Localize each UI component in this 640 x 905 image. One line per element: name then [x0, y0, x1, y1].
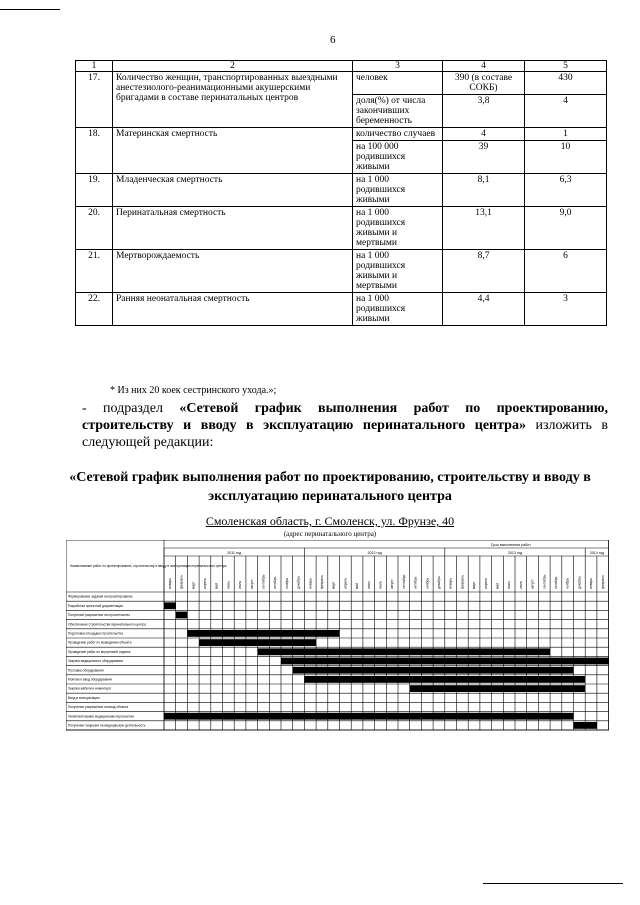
- gantt-month-label: июнь: [507, 580, 512, 589]
- gantt-month-label: февраль: [600, 575, 605, 589]
- table-header-cell: 4: [443, 61, 525, 72]
- gantt-task-label: Укомплектование медицинским персоналом: [68, 714, 134, 719]
- gantt-month-label: июль: [378, 580, 383, 589]
- gantt-task-label: Получение лицензии на медицинскую деятельность: [68, 723, 146, 728]
- gantt-year-label: 2012 год: [367, 551, 382, 555]
- value-current: 390 (в составе СОКБ): [443, 72, 525, 95]
- row-number: 17.: [76, 72, 113, 128]
- table-row: [76, 174, 607, 207]
- gantt-task-label: Поставка оборудования: [68, 668, 104, 673]
- gantt-month-label: октябрь: [413, 576, 418, 589]
- gantt-month-label: апрель: [343, 577, 348, 589]
- gantt-bar: [294, 713, 304, 720]
- gantt-bar: [177, 713, 187, 720]
- table-header-cell: 5: [525, 61, 607, 72]
- gantt-task-label: Формирование задания на проектирование: [68, 594, 133, 599]
- indicator-name: Ранняя неонатальная смертность: [113, 293, 353, 326]
- gantt-month-label: январь: [308, 577, 313, 589]
- gantt-month-label: май: [214, 582, 219, 589]
- gantt-bar: [410, 685, 586, 692]
- gantt-month-label: март: [191, 581, 196, 589]
- gantt-bar: [458, 713, 468, 720]
- center-address: Смоленская область, г. Смоленск, ул. Фрунзе, 40: [205, 514, 455, 528]
- address-caption: (адрес перинатального центра): [283, 530, 377, 538]
- gantt-task-label: Монтаж и ввод оборудования: [68, 677, 112, 682]
- gantt-year-label: 2013 год: [507, 551, 523, 555]
- value-target: 430: [525, 72, 607, 95]
- table-header-cell: 2: [113, 61, 353, 72]
- bottom-rule: [483, 883, 623, 884]
- gantt-bar: [270, 713, 280, 720]
- page-number: 6: [330, 34, 336, 46]
- gantt-month-label: март: [331, 581, 336, 589]
- unit-cell: доля(%) от числа закончивших беременность: [353, 95, 443, 128]
- gantt-task-label: Ввод в эксплуатацию: [68, 695, 100, 700]
- gantt-task-label: Разработка проектной документации: [68, 603, 123, 608]
- unit-cell: на 1 000 родившихся живыми и мертвыми: [353, 207, 443, 250]
- indicator-name: Мертворождаемость: [113, 250, 353, 293]
- gantt-bar: [199, 639, 316, 646]
- gantt-month-label: январь: [589, 577, 594, 589]
- gantt-bar: [551, 713, 561, 720]
- gantt-month-label: май: [355, 582, 360, 589]
- gantt-month-label: октябрь: [553, 576, 558, 589]
- value-target: 9,0: [525, 207, 607, 250]
- gantt-month-label: май: [495, 582, 500, 589]
- table-header-cell: 1: [76, 61, 113, 72]
- indicator-name: Младенческая смертность: [113, 174, 353, 207]
- gantt-month-label: январь: [448, 577, 453, 589]
- amendment-paragraph: [82, 400, 608, 451]
- value-target: 4: [525, 95, 607, 128]
- gantt-task-label: Получение разрешения на ввод объекта: [68, 705, 129, 710]
- gantt-task-header: Наименование работ по проектированию, строительству и вводу в эксплуатацию перинатального центра: [70, 564, 227, 568]
- gantt-period-header: Срок выполнения работ: [490, 543, 531, 547]
- gantt-bar: [258, 648, 550, 655]
- gantt-task-label: Получение разрешения на строительство: [68, 613, 130, 618]
- gantt-year-label: 2011 год: [227, 551, 242, 555]
- gantt-month-label: февраль: [179, 575, 184, 589]
- value-current: 13,1: [443, 207, 525, 250]
- gantt-bar: [164, 602, 176, 609]
- gantt-bar: [574, 722, 597, 729]
- gantt-month-label: ноябрь: [565, 577, 570, 589]
- value-target: 6: [525, 250, 607, 293]
- table-row: [76, 250, 607, 293]
- table-row: [76, 207, 607, 250]
- gantt-bar: [176, 612, 188, 619]
- gantt-bar: [364, 713, 374, 720]
- gantt-bar: [187, 630, 339, 637]
- gantt-bar: [481, 713, 491, 720]
- table-row: [76, 128, 607, 141]
- gantt-month-label: февраль: [319, 575, 324, 589]
- row-number: 18.: [76, 128, 113, 174]
- gantt-month-label: январь: [167, 577, 172, 589]
- gantt-bar: [304, 676, 585, 683]
- gantt-task-label: Закупка медицинского оборудования: [68, 659, 123, 664]
- gantt-bar: [434, 713, 444, 720]
- gantt-month-label: сентябрь: [261, 574, 266, 589]
- indicator-name: Перинатальная смертность: [113, 207, 353, 250]
- gantt-bar: [293, 667, 574, 674]
- value-target: 10: [525, 141, 607, 174]
- gantt-bar: [504, 713, 514, 720]
- unit-cell: на 100 000 родившихся живыми: [353, 141, 443, 174]
- gantt-month-label: сентябрь: [542, 574, 547, 589]
- gantt-year-label: 2014 год: [589, 551, 605, 555]
- gantt-month-label: декабрь: [296, 576, 301, 589]
- gantt-month-label: апрель: [202, 577, 207, 589]
- row-number: 21.: [76, 250, 113, 293]
- value-current: 39: [443, 141, 525, 174]
- value-target: 1: [525, 128, 607, 141]
- gantt-bar: [224, 713, 234, 720]
- indicators-table: [75, 60, 607, 326]
- gantt-task-label: Закупка мебели и инвентаря: [68, 686, 111, 691]
- paragraph-tail: изложить в следующей редакции:: [82, 418, 608, 450]
- row-number: 20.: [76, 207, 113, 250]
- gantt-month-label: июнь: [366, 580, 371, 589]
- gantt-chart: [66, 540, 611, 732]
- unit-cell: количество случаев: [353, 128, 443, 141]
- value-target: 3: [525, 293, 607, 326]
- paragraph-subsection-name: «Сетевой график выполнения работ по проектированию, строительству и вводу в эксплуатацию перинатального центра»: [82, 401, 608, 433]
- value-current: 8,7: [443, 250, 525, 293]
- table-header-row: [76, 61, 607, 72]
- gantt-bar: [387, 713, 397, 720]
- gantt-bar: [411, 713, 421, 720]
- gantt-month-label: июль: [518, 580, 523, 589]
- gantt-bar: [200, 713, 210, 720]
- unit-cell: на 1 000 родившихся живыми: [353, 293, 443, 326]
- gantt-month-label: июнь: [226, 580, 231, 589]
- gantt-month-label: апрель: [483, 577, 488, 589]
- gantt-month-label: сентябрь: [401, 574, 406, 589]
- gantt-task-label: Проведение работ по возведению объекта: [68, 640, 132, 645]
- top-rule: [0, 9, 60, 10]
- gantt-month-label: февраль: [460, 575, 465, 589]
- gantt-month-label: август: [390, 579, 395, 589]
- gantt-bar: [247, 713, 257, 720]
- gantt-month-label: октябрь: [273, 576, 278, 589]
- gantt-month-label: март: [472, 581, 477, 589]
- value-current: 4,4: [443, 293, 525, 326]
- paragraph-lead: - подраздел: [82, 401, 180, 416]
- section-title: «Сетевой график выполнения работ по проектированию, строительству и вводу в эксплуатацию перинатального центра: [69, 470, 591, 504]
- unit-cell: на 1 000 родившихся живыми: [353, 174, 443, 207]
- table-footnote: * Из них 20 коек сестринского ухода.»;: [110, 385, 277, 396]
- gantt-bar: [281, 658, 609, 665]
- row-number: 19.: [76, 174, 113, 207]
- unit-cell: человек: [353, 72, 443, 95]
- gantt-month-label: ноябрь: [425, 577, 430, 589]
- table-row: [76, 72, 607, 95]
- gantt-month-label: август: [249, 579, 254, 589]
- indicator-name: Количество женщин, транспортированных выездными анестезиолого-реанимационными акушерскими бригадами в составе перинатальных центров: [113, 72, 353, 128]
- indicator-name: Материнская смертность: [113, 128, 353, 174]
- row-number: 22.: [76, 293, 113, 326]
- gantt-task-label: Проведение работ по внутренней отделке: [68, 649, 131, 654]
- gantt-month-label: декабрь: [577, 576, 582, 589]
- gantt-task-label: Обеспечение строительства перинатального центра: [68, 622, 146, 627]
- table-row: [76, 293, 607, 326]
- value-current: 4: [443, 128, 525, 141]
- gantt-task-label: Подготовка площадки строительства: [68, 631, 123, 636]
- value-target: 6,3: [525, 174, 607, 207]
- value-current: 8,1: [443, 174, 525, 207]
- gantt-month-label: декабрь: [436, 576, 441, 589]
- value-current: 3,8: [443, 95, 525, 128]
- gantt-month-label: ноябрь: [284, 577, 289, 589]
- gantt-bar: [317, 713, 327, 720]
- gantt-month-label: август: [530, 579, 535, 589]
- table-header-cell: 3: [353, 61, 443, 72]
- gantt-bar: [528, 713, 538, 720]
- gantt-bar: [341, 713, 351, 720]
- gantt-month-label: июль: [238, 580, 243, 589]
- unit-cell: на 1 000 родившихся живыми и мертвыми: [353, 250, 443, 293]
